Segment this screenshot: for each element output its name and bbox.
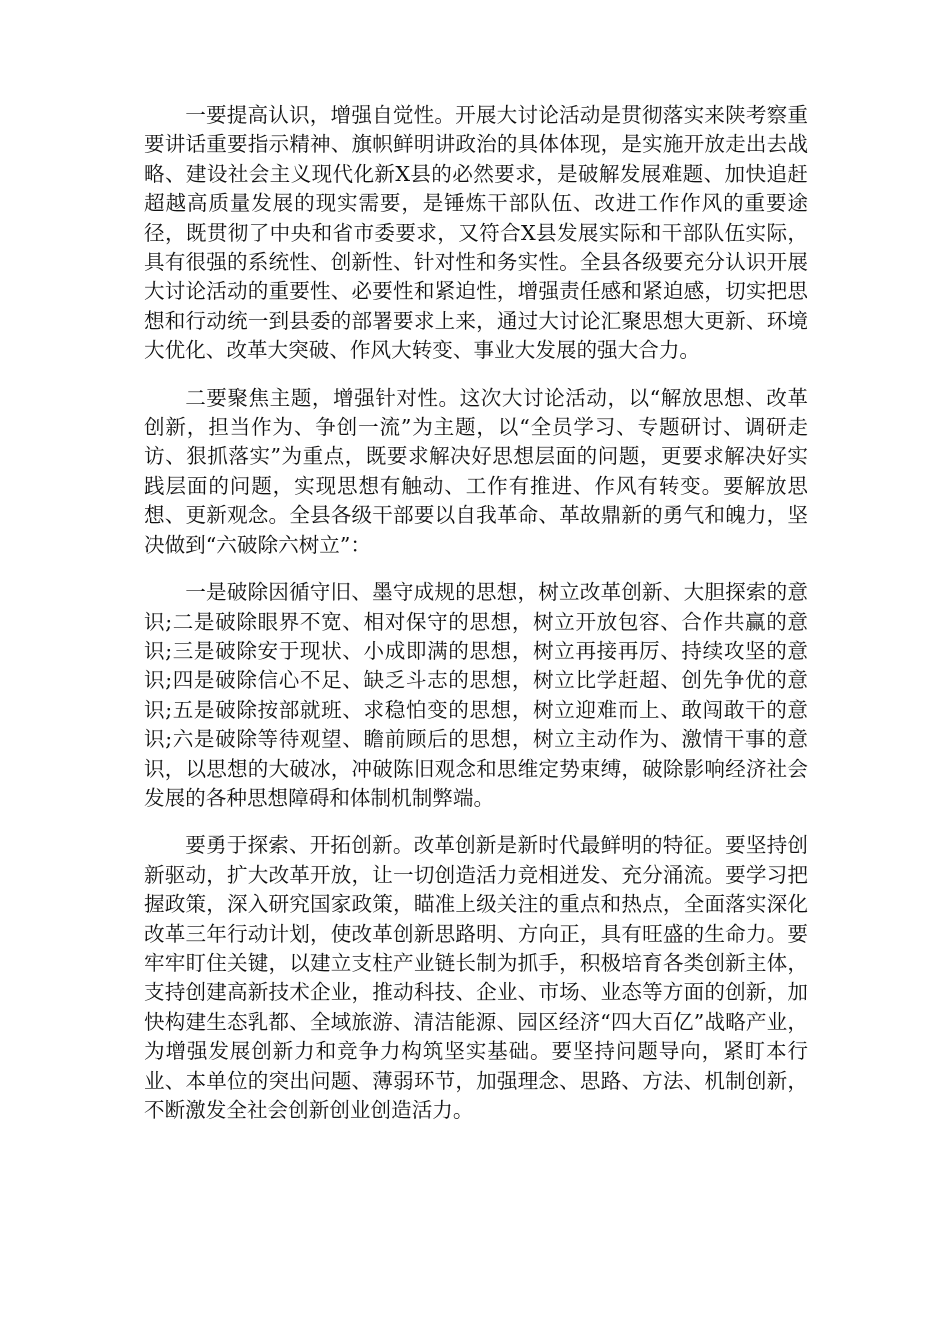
paragraph-innovation: 要勇于探索、开拓创新。改革创新是新时代最鲜明的特征。要坚持创新驱动，扩大改革开放，让一切创造活力竞相迸发、充分涌流。要学习把握政策，深入研究国家政策，瞄准上级关注的重点和热点，全面落实深化改革三年行动计划，使改革创新思路明、方向正，具有旺盛的生命力。要牢牢盯住关键，以建立支柱产业链长制为抓手，积极培育各类创新主体，支持创建高新技术企业，推动科技、企业、市场、业态等方面的创新，加快构建生态乳都、全域旅游、清洁能源、园区经济“四大百亿”战略产业，为增强发展创新力和竞争力构筑坚实基础。要坚持问题导向，紧盯本行业、本单位的突出问题、薄弱环节，加强理念、思路、方法、机制创新，不断激发全社会创新创业创造活力。: [144, 833, 808, 1122]
paragraph-raise-awareness: 一要提高认识，增强自觉性。开展大讨论活动是贯彻落实来陕考察重要讲话重要指示精神、旗帜鲜明讲政治的具体体现，是实施开放走出去战略、建设社会主义现代化新X县的必然要求，是破解发展难题、加快追赶超越高质量发展的现实需要，是锤炼干部队伍、改进工作作风的重要途径，既贯彻了中央和省市委要求，又符合X县发展实际和干部队伍实际，具有很强的系统性、创新性、针对性和务实性。全县各级要充分认识开展大讨论活动的重要性、必要性和紧迫性，增强责任感和紧迫感，切实把思想和行动统一到县委的部署要求上来，通过大讨论汇聚思想大更新、环境大优化、改革大突破、作风大转变、事业大发展的强大合力。: [144, 103, 808, 363]
document-body: [144, 101, 808, 1143]
paragraph-focus-theme: 二要聚焦主题，增强针对性。这次大讨论活动，以“解放思想、改革创新，担当作为、争创一流”为主题，以“全员学习、专题研讨、调研走访、狠抓落实”为重点，既要求解决好思想层面的问题，更要求解决好实践层面的问题，实现思想有触动、工作有推进、作风有转变。要解放思想、更新观念。全县各级干部要以自我革命、革故鼎新的勇气和魄力，坚决做到“六破除六树立”：: [144, 385, 808, 557]
paragraph-six-breaks: 一是破除因循守旧、墨守成规的思想，树立改革创新、大胆探索的意识;二是破除眼界不宽、相对保守的思想，树立开放包容、合作共赢的意识;三是破除安于现状、小成即满的思想，树立再接再厉、持续攻坚的意识;四是破除信心不足、缺乏斗志的思想，树立比学赶超、创先争优的意识;五是破除按部就班、求稳怕变的思想，树立迎难而上、敢闯敢干的意识;六是破除等待观望、瞻前顾后的思想，树立主动作为、激情干事的意识，以思想的大破冰，冲破陈旧观念和思维定势束缚，破除影响经济社会发展的各种思想障碍和体制机制弊端。: [144, 580, 808, 810]
